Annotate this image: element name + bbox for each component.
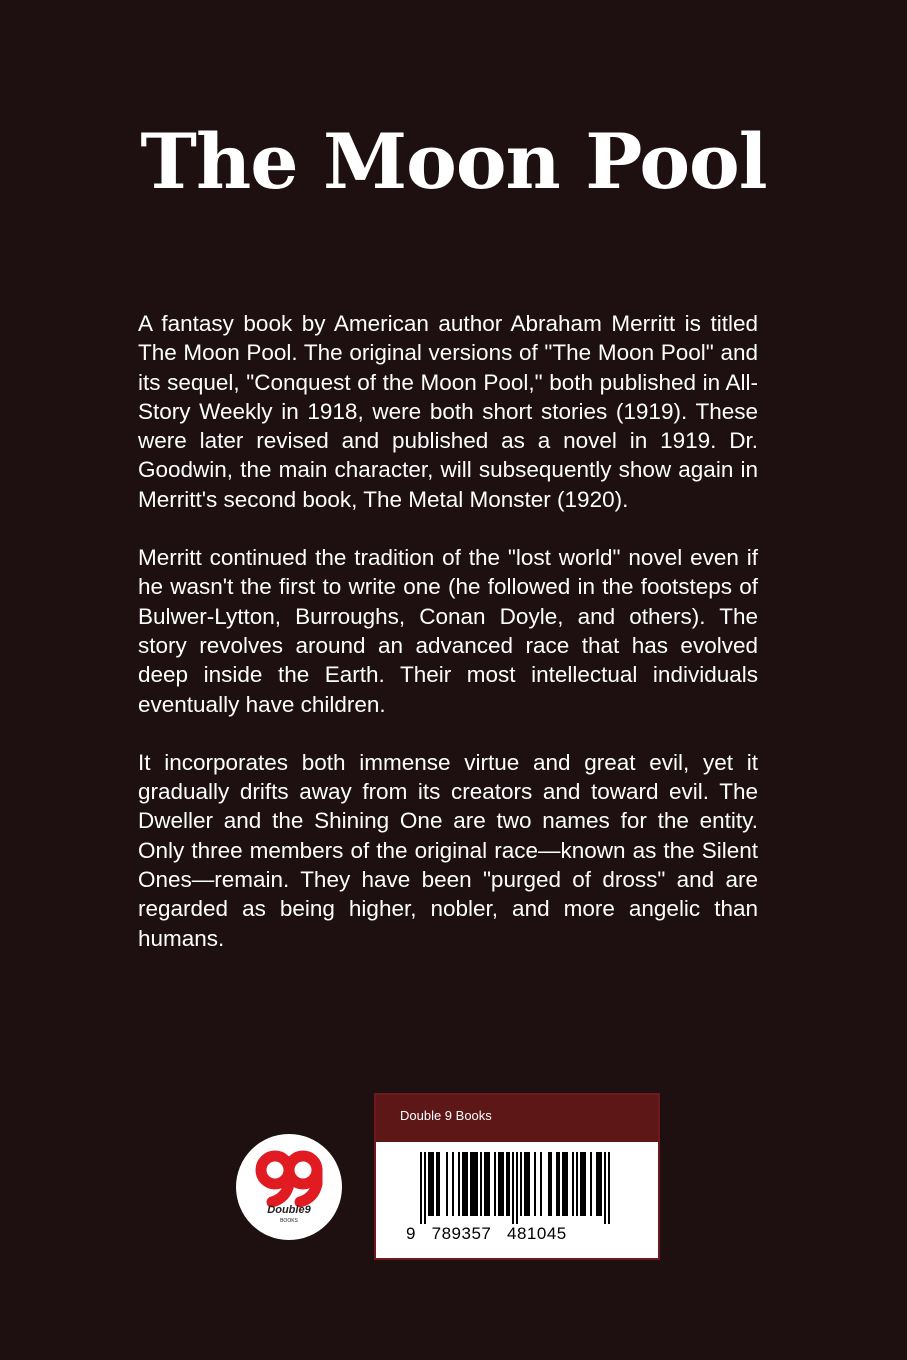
barcode-bar: [572, 1152, 574, 1216]
barcode-bar: [466, 1152, 468, 1216]
barcode-bar: [608, 1152, 610, 1224]
barcode-bar: [480, 1152, 482, 1216]
logo-subtext: BOOKS: [280, 1218, 298, 1224]
barcode-bar: [464, 1152, 466, 1216]
barcode-bar: [604, 1152, 606, 1224]
barcode-bar: [584, 1152, 586, 1216]
blurb-paragraph-2: Merritt continued the tradition of the "lost world" novel even if he wasn't the first to write one (he followed in the footsteps of Bulwer-Lytton, Burroughs, Conan Doyle, and others). The story revolves around an advanced race that has evolved deep inside the Earth. Their most intellectual individuals eventually have children.: [138, 545, 758, 717]
barcode-bar: [524, 1152, 526, 1216]
barcode-bar: [452, 1152, 454, 1216]
book-title: The Moon Pool: [140, 117, 767, 206]
barcode-bar: [580, 1152, 582, 1216]
barcode-bar: [430, 1152, 432, 1216]
barcode-bar: [556, 1152, 558, 1216]
barcode-bar: [590, 1152, 592, 1216]
barcode-bar: [596, 1152, 598, 1216]
barcode-bar: [502, 1152, 504, 1216]
barcode-bar: [484, 1152, 486, 1216]
barcode-bar: [550, 1152, 552, 1216]
publisher-name: Double 9 Books: [400, 1108, 492, 1123]
barcode-bar: [432, 1152, 434, 1216]
barcode-bar: [548, 1152, 550, 1216]
barcode-bar: [508, 1152, 510, 1216]
logo-wordmark: Double9: [267, 1204, 311, 1216]
barcode-bar: [428, 1152, 430, 1216]
barcode-bar: [474, 1152, 476, 1216]
barcode-bar: [576, 1152, 578, 1216]
barcode-bar: [558, 1152, 560, 1216]
barcode-bar: [512, 1152, 514, 1224]
barcode-bar: [436, 1152, 438, 1216]
barcode-bar: [498, 1152, 500, 1216]
barcode-bar: [540, 1152, 542, 1216]
barcode-bar: [494, 1152, 496, 1216]
barcode-bar: [420, 1152, 422, 1224]
barcode-bar: [446, 1152, 448, 1216]
barcode-bar: [516, 1152, 518, 1224]
barcode-bar: [462, 1152, 464, 1216]
barcode-header: [376, 1095, 658, 1142]
barcode-bar: [438, 1152, 440, 1216]
barcode-bar: [582, 1152, 584, 1216]
barcode-icon: [406, 1152, 632, 1224]
barcode-bar: [470, 1152, 472, 1216]
barcode-bar: [562, 1152, 564, 1216]
barcode-bar: [500, 1152, 502, 1216]
barcode-bar: [526, 1152, 528, 1216]
blurb-paragraph-3: It incorporates both immense virtue and great evil, yet it gradually drifts away from its creators and toward evil. The Dweller and the Shining One are two names for the entity. Only three members of the original race—known as the Silent Ones—remain. They have been "purged of dross" and are regarded as being higher, nobler, and more angelic than humans.: [138, 749, 758, 951]
isbn-number: 9 789357 481045: [406, 1224, 567, 1243]
barcode-bar: [534, 1152, 536, 1216]
barcode-bar: [598, 1152, 600, 1216]
barcode-bar: [520, 1152, 522, 1216]
barcode-bar: [566, 1152, 568, 1216]
barcode-bar: [486, 1152, 488, 1216]
isbn-barcode-panel: [374, 1093, 660, 1260]
barcode-bar: [458, 1152, 460, 1216]
double9-logo-icon: [236, 1134, 342, 1240]
barcode-bar: [506, 1152, 508, 1216]
barcode-bar: [472, 1152, 474, 1216]
barcode-bar: [488, 1152, 490, 1216]
book-blurb: [138, 309, 758, 982]
barcode-bar: [528, 1152, 530, 1216]
barcode-bar: [424, 1152, 426, 1224]
barcode-bar: [476, 1152, 478, 1216]
barcode-bar: [600, 1152, 602, 1216]
blurb-paragraph-1: A fantasy book by American author Abraham Merritt is titled The Moon Pool. The original versions of "The Moon Pool" and its sequel, "Conquest of the Moon Pool," both published in All-Story Weekly in 1918, were both short stories (1919). These were later revised and published as a novel in 1919. Dr. Goodwin, the main character, will subsequently show again in Merritt's second book, The Metal Monster (1920).: [138, 311, 758, 512]
barcode-bar: [564, 1152, 566, 1216]
